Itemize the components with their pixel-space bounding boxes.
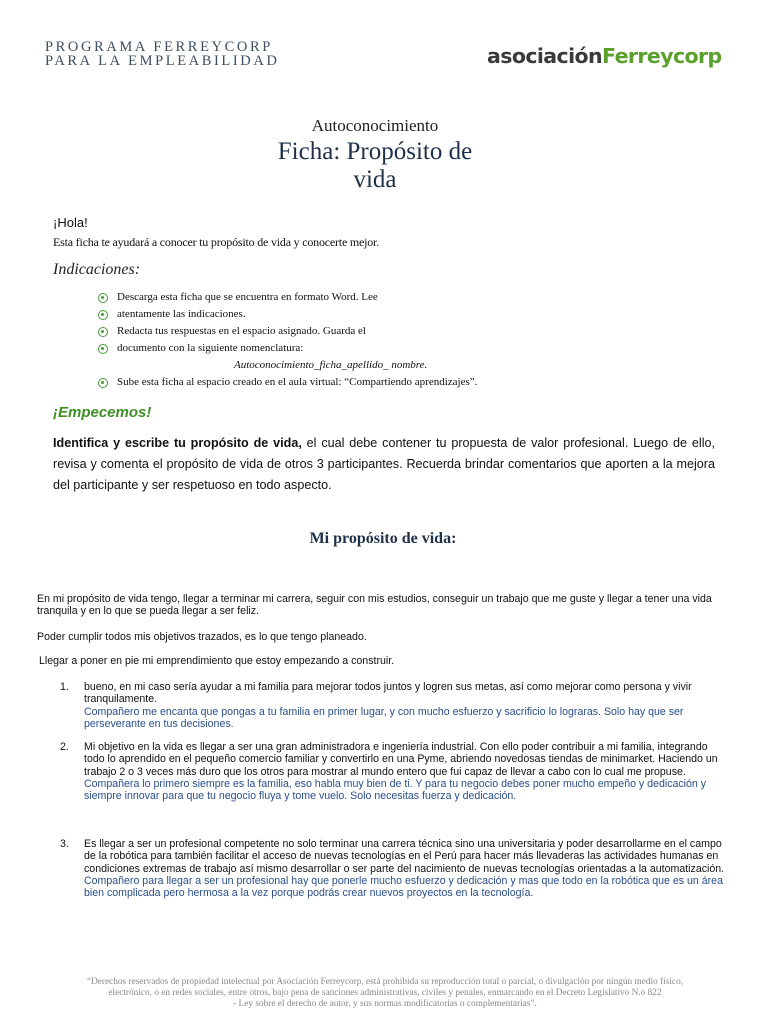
comment-number: 1. <box>60 681 69 693</box>
instructions-list <box>97 289 477 391</box>
doc-title-line-1: Ficha: Propósito de <box>277 138 473 165</box>
comment-reply: Compañero me encanta que pongas a tu familia en primer lugar, y con mucho esfuerzo y sacrificio lo lograras. Solo hay que ser perseverante en tus decisiones. <box>84 705 684 730</box>
doc-title-line-2: vida <box>353 166 397 193</box>
instruction-item <box>97 306 477 323</box>
task-rest: el cual debe contener tu propuesta de valor profesional. Luego de ello, revisa y comenta el propósito de vida de otros 3 participantes. Recuerda brindar comentarios que aporten a la mejora del participante y ser respetuoso en todo aspecto. <box>53 436 715 492</box>
footer-line-2: electrónico, o en redes sociales, entre otros, bajo pena de sanciones administrativas, civiles y penales, enmarcando en el Decreto Legislativo N.o 822 <box>108 987 662 998</box>
instruction-text: Descarga esta ficha que se encuentra en formato Word. Lee <box>117 291 378 303</box>
logo-text-ferreycorp: Ferreycorp <box>602 44 722 68</box>
greeting: ¡Hola! <box>53 215 88 230</box>
task-paragraph <box>53 433 715 496</box>
logo-text-asociacion: asociación <box>487 44 602 68</box>
comment-item-2 <box>60 741 726 802</box>
comment-reply: Compañero para llegar a ser un profesional hay que ponerle mucho esfuerzo y dedicación y mas que todo en la robótica que es un área bien complicada pero hermosa a la vez porque podrás crear nuevos proyectos en la tecnología. <box>84 874 723 900</box>
comment-number: 2. <box>60 741 69 753</box>
section-title: Mi propósito de vida: <box>309 530 457 547</box>
comment-reply: Compañera lo primero siempre es la familia, eso habla muy bien de ti. Y para tu negocio debes poner mucho empeño y dedicación y siempre innovar para que tu negocio fluya y tome vuelo. Solo necesitas fuerza y dedicación. <box>84 777 707 803</box>
instruction-text: atentamente las indicaciones. <box>117 308 246 320</box>
target-bullet-icon <box>98 293 108 303</box>
instruction-text: Sube esta ficha al espacio creado en el aula virtual: “Compartiendo aprendizajes”. <box>117 376 478 388</box>
comment-item-1 <box>60 681 726 730</box>
instruction-item <box>97 374 477 391</box>
doc-title <box>0 138 750 194</box>
copyright-footer <box>40 977 730 1009</box>
comment-number: 3. <box>60 838 69 850</box>
answer-paragraph-1: En mi propósito de vida tengo, llegar a terminar mi carrera, seguir con mis estudios, conseguir un trabajo que me guste y llegar a tener una vida tranquila y en lo que se pueda llegar a ser feliz. <box>37 593 712 618</box>
answer-paragraph-2: Poder cumplir todos mis objetivos trazados, es lo que tengo planeado. <box>37 631 367 643</box>
target-bullet-icon <box>98 327 108 337</box>
program-line-1: PROGRAMA FERREYCORP <box>45 39 273 55</box>
instruction-text: documento con la siguiente nomenclatura: <box>117 342 304 354</box>
target-bullet-icon <box>98 378 108 388</box>
task-bold: Identifica y escribe tu propósito de vida, <box>53 436 302 450</box>
footer-line-3: - Ley sobre el derecho de autor, y sus normas modificatorias o complementarias”. <box>233 998 537 1009</box>
indications-heading: Indicaciones: <box>53 261 141 278</box>
instruction-item <box>97 289 477 306</box>
footer-line-1: “Derechos reservados de propiedad intelectual por Asociación Ferreycorp, está prohibida su reproducción total o parcial, o divulgación por ningún medio físico, <box>86 977 684 987</box>
comment-text: bueno, en mi caso sería ayudar a mi familia para mejorar todos juntos y logren sus metas, así como mejorar como persona y vivir tranquilamente. <box>84 681 692 706</box>
comment-item-3 <box>60 838 726 899</box>
comment-text: Mi objetivo en la vida es llegar a ser una gran administradora e ingeniería industrial. Con ello poder contribuir a mi familia, integrando todo lo aprendido en el pequeño comercio familiar y convertirlo en una Pyme, abriendo novedosas tiendas de minimarket. Haciendo un trabajo 2 o 3 veces más duro que los otros para mostrar al mundo entero que fui capaz de llevar a cabo con lo cual me propuse. <box>84 741 718 778</box>
program-name <box>45 40 280 68</box>
ferreycorp-logo <box>487 44 722 68</box>
start-heading: ¡Empecemos! <box>53 404 152 421</box>
doc-subtitle: Autoconocimiento <box>311 116 439 135</box>
target-bullet-icon <box>98 310 108 320</box>
instruction-text: Redacta tus respuestas en el espacio asignado. Guarda el <box>117 325 366 337</box>
intro-text: Esta ficha te ayudará a conocer tu propósito de vida y conocerte mejor. <box>53 235 379 249</box>
target-bullet-icon <box>98 344 108 354</box>
answer-paragraph-3: Llegar a poner en pie mi emprendimiento que estoy empezando a construir. <box>39 655 395 667</box>
filename-format: Autoconocimiento_ficha_apellido_ nombre. <box>234 359 428 371</box>
comment-text: Es llegar a ser un profesional competente no solo terminar una carrera técnica sino una universitaria y poder desarrollarme en el campo de la robótica para también facilitar el acceso de nuevas tecnologías en el Perú para hacer más llevaderas las actividades humanas en condiciones extremas de trabajo así mismo desarrollar o ser parte del nacimiento de nuevas tecnologías orientadas a la automatización. <box>84 838 725 875</box>
instruction-item <box>97 323 477 340</box>
program-line-2: PARA LA EMPLEABILIDAD <box>45 53 280 69</box>
instruction-item <box>97 340 477 357</box>
